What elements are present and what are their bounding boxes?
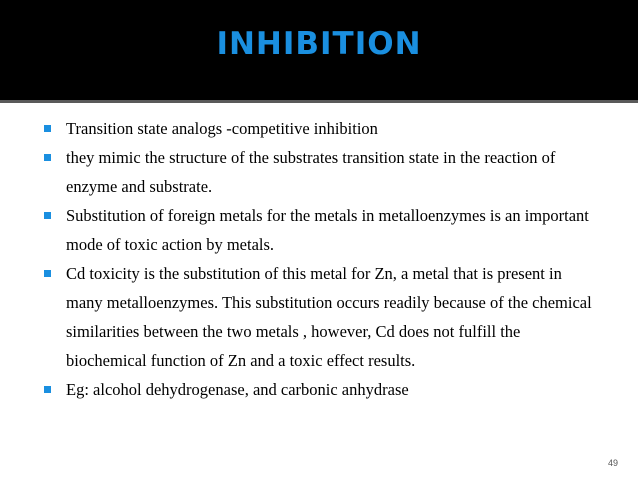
title-divider bbox=[0, 100, 638, 103]
bullet-text: Cd toxicity is the substitution of this metal for Zn, a metal that is present in many metalloenzymes. This substitution occurs readily because of the chemical similarities between the two metals , however, Cd does not fulfill the biochemical function of Zn and a toxic effect results. bbox=[66, 264, 592, 370]
bullet-text: Eg: alcohol dehydrogenase, and carbonic anhydrase bbox=[66, 380, 409, 399]
bullet-list bbox=[0, 114, 638, 404]
bullet-item bbox=[0, 259, 638, 375]
bullet-item bbox=[0, 375, 638, 404]
bullet-text: Substitution of foreign metals for the metals in metalloenzymes is an important mode of toxic action by metals. bbox=[66, 206, 589, 254]
square-bullet-icon bbox=[44, 212, 51, 219]
title-bar bbox=[0, 0, 638, 100]
bullet-item bbox=[0, 143, 638, 201]
bullet-item bbox=[0, 114, 638, 143]
square-bullet-icon bbox=[44, 386, 51, 393]
bullet-text: they mimic the structure of the substrates transition state in the reaction of enzyme and substrate. bbox=[66, 148, 556, 196]
square-bullet-icon bbox=[44, 270, 51, 277]
bullet-text: Transition state analogs -competitive inhibition bbox=[66, 119, 378, 138]
bullet-item bbox=[0, 201, 638, 259]
slide-title: INHIBITION bbox=[216, 26, 422, 62]
page-number: 49 bbox=[607, 458, 618, 468]
square-bullet-icon bbox=[44, 154, 51, 161]
square-bullet-icon bbox=[44, 125, 51, 132]
